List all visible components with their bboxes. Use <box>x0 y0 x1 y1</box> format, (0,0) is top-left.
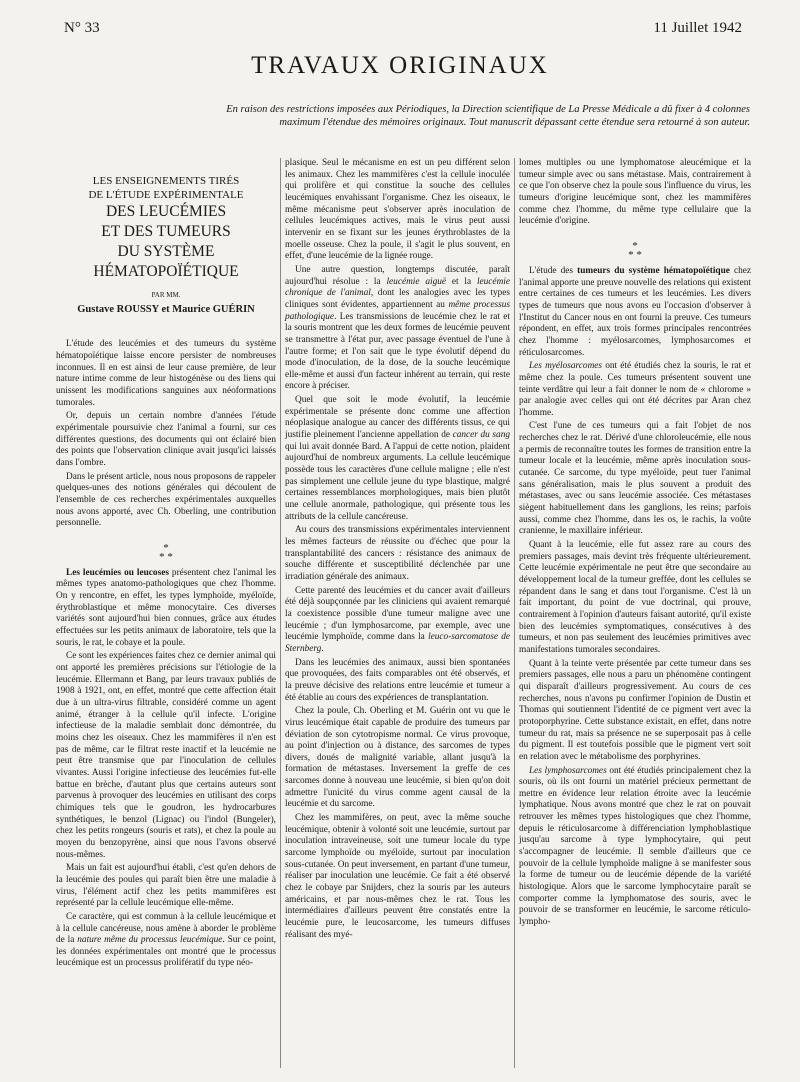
bold-lead: Les leucémies ou leucoses <box>66 567 169 578</box>
section-title: TRAVAUX ORIGINAUX <box>251 52 549 79</box>
column-3 <box>519 158 751 931</box>
column-1 <box>56 158 276 972</box>
paragraph-text: Cette parenté des leucémies et du cancer avait d'ailleurs été déjà soupçonnée par les cliniciens qui avaient remarqué la coexistence possible d'une tumeur maligne avec une leucémie ; d'un lymphosarcome, par exemple, avec une leucémie lymphoïde, comme dans la <box>285 585 510 643</box>
paragraph <box>285 265 510 393</box>
paragraph-text: . <box>321 643 324 654</box>
paragraph: Ce sont les expériences faites chez ce dernier animal qui ont apporté les premières précisions sur l'étiologie de la leucémie. Ellermann et Bang, par leurs travaux publiés de 1908 à 1921, ont, en effet, montré que cette affection était due à un ultra-virus filtrable, considéré comme un agent animé, étranger à la cellule qu'il infecte. L'origine infectieuse de la maladie semblait donc démontrée, du moins chez les oiseaux. Chez les mammifères il n'en est pas de même, car le filtrat reste inactif et la leucémie ne peut être transmise que par l'inoculation de cellules vivantes. Aussi l'origine infectieuse des leucémies fut-elle battue en brèche, d'autant plus que certains auteurs sont parvenus à provoquer des leucémies en utilisant des corps chimiques tels que le goudron, les hydrocarbures synthétiques, le benzol (Lignac) ou l'indol (Bungeler), chez les petits rongeurs (souris et rats), et chez la poule au moyen du benzopyrène, ainsi que nous l'avons observé nous-mêmes. <box>56 651 276 860</box>
italic-text: cancer du sang <box>452 430 510 441</box>
paragraph <box>519 361 751 419</box>
issue-number: N° 33 <box>64 20 100 36</box>
paragraph <box>519 266 751 359</box>
paragraph: lomes multiples ou une lymphomatose aleucémique et la tumeur simple avec ou sans métastase. Mais, contrairement à ce que l'on observe chez la poule sous l'influence du virus, les tumeurs d'origine leucémique sont, chez les mammifères comme chez l'homme, du même type cellulaire que la leucémie d'origine. <box>519 158 751 227</box>
paragraph-text: Quel que soit le mode évolutif, la leucémie expérimentale se présente donc comme une affection néoplasique analogue au cancer des différents tissus, ce qui justifie pleinement l'ancienne appellation de <box>285 395 510 441</box>
paragraph-text: Une autre question, longtemps discutée, paraît aujourd'hui résolue : la <box>285 264 510 287</box>
paragraph <box>519 766 751 929</box>
paragraph: Dans le présent article, nous nous proposons de rappeler quelques-unes des notions générales qui découlent de l'ensemble de ces recherches expérimentales auxquelles nous avons apporté, avec Ch. Oberling, une contribution personnelle. <box>56 471 276 529</box>
paragraph: Chez la poule, Ch. Oberling et M. Guérin ont vu que le virus leucémique était capable de produire des tumeurs par déviation de son cytotropisme normal. Ce virus provoque, au point d'injection ou à distance, des sarcomes de types divers, doués de malignité variable, allant jusqu'à la formation de métastases. Inversement la greffe de ces sarcomes donne à nouveau une leucémie, si bien qu'on doit admettre l'unicité du virus comme agent causal de la leucémie et du sarcome. <box>285 706 510 810</box>
italic-text: Les myélosarcomes <box>529 361 603 372</box>
paragraph: Quant à la leucémie, elle fut assez rare au cours des premiers passages, mais devint très fréquente ultérieurement. Cette leucémie expérimentale ne peut être que secondaire au développement local de la tumeur greffée, dont les cellules se répandent dans le sang et dans tout l'organisme. C'est là un fait important, du point de vue doctrinal, qui prouve, contrairement à l'opinion d'auteurs faisant autorité, qu'il existe bien des leucémies symptomatiques, consécutives à des tumeurs, et non pas seulement des leucémies primitives avec manifestations tumorales secondaires. <box>519 540 751 655</box>
paragraph: C'est l'une de ces tumeurs qui a fait l'objet de nos recherches chez le rat. Dérivé d'une chloroleucémie, elle nous a permis de reconnaître toutes les formes de transition entre la tumeur locale et la leucémie, même après inoculation sous-cutanée. Ce sarcome, du type myéloïde, peut tuer l'animal sans généralisation, mais le plus souvent a produit des métastases, avec ou sans leucémie associée. Ces métastases siègent habituellement dans les ganglions, les reins; parfois aussi, comme chez l'homme, dans les os, le rachis, la voûte cranienne, le maxillaire inférieur. <box>519 421 751 537</box>
paragraph: Quant à la teinte verte présentée par cette tumeur dans ses premiers passages, elle nous a paru un phénomène contingent qui disparaît d'ailleurs progressivement. Au cours de ces recherches, nous n'avons pu confirmer l'opinion de Dustin et Thomas qui soutiennent l'identité de ce pigment vert avec la protoporphyrine. Cette substance existait, en effet, dans notre tumeur du rat, mais sa présence ne se superposait pas à celle du pigment. Il est toutefois possible que le pigment vert soit en relation avec le métabolisme des porphyrines. <box>519 658 751 762</box>
italic-text: nature même du processus leucémique <box>77 935 223 946</box>
italic-text: leucémie chronique de l'animal <box>285 276 510 299</box>
heading-line-1: LES ENSEIGNEMENTS TIRÉS <box>92 175 240 187</box>
paragraph-text: , dont les analogies avec les types cliniques sont évidentes, appartiennent au <box>285 288 510 310</box>
star-top: * <box>163 541 169 554</box>
star-bottom: * * <box>159 550 173 563</box>
paragraph-text: et la <box>446 276 477 287</box>
column-rule-2 <box>514 158 515 1068</box>
byline-prefix: PAR MM. <box>151 291 181 299</box>
paragraph: Mais un fait est aujourd'hui établi, c'est qu'en dehors de la leucémie des poules qui paraît bien être une maladie à virus, l'élément actif chez les petits mammifères est représenté par la cellule leucémique elle-même. <box>56 863 276 909</box>
column-2 <box>285 158 510 943</box>
article-heading <box>56 174 276 315</box>
star-bottom: * * <box>628 248 642 261</box>
heading-line-6: HÉMATOPOÏÉTIQUE <box>93 263 239 280</box>
paragraph <box>56 912 276 970</box>
paragraph-text: L'étude des <box>529 265 578 276</box>
paragraph-text: présentent chez l'animal les mêmes types anatomo-pathologiques que chez l'homme. On y rencontre, en effet, les types lymphoïde, myéloïde, érythroblastique et même monocytaire. Ces diverses variétés sont aujourd'hui bien connues, grâce aux études effectuées sur les petits animaux de laboratoire, tels que la souris, le rat, le cobaye et la poule. <box>56 567 276 648</box>
section-separator <box>56 541 276 563</box>
italic-text: leuco-sarcomatose de Sternberg <box>285 632 510 654</box>
paragraph <box>285 395 510 523</box>
heading-line-5: DU SYSTÈME <box>117 243 215 260</box>
paragraph-text: qui lui avait donnée Bard. A l'appui de cette notion, plaident aujourd'hui de nombreux arguments. La cellule leucémique possède tous les caractères d'une cellule maligne ; elle n'est pas simplement une cellule jeune du type blastique, malgré certaines ressemblances morphologiques, mais bien plutôt une cellule anormale, pathologique, qui présente tous les attributs de la cellule cancéreuse. <box>285 441 510 522</box>
star-top: * <box>632 239 638 252</box>
paragraph-text: ont été étudiés chez la souris, le rat et même chez la poule. Ces tumeurs présentent souvent une teinte verdâtre qui leur a fait donner le nom de « chlorome » par analogie avec celles qui ont été décrites par Aran chez l'homme. <box>519 361 751 418</box>
paragraph <box>285 586 510 656</box>
heading-line-4: ET DES TUMEURS <box>101 223 231 240</box>
heading-line-2: DE L'ÉTUDE EXPÉRIMENTALE <box>88 189 244 201</box>
heading-line-3: DES LEUCÉMIES <box>105 203 227 220</box>
paragraph-text: . Sur ce point, les données expérimentales ont montré que le processus leucémique est un processus prolifératif du type néo- <box>56 935 276 969</box>
italic-text: leucémie aiguë <box>386 276 446 287</box>
issue-date: 11 Juillet 1942 <box>653 20 742 36</box>
paragraph-text: Ce caractère, qui est commun à la cellule leucémique et à la cellule cancéreuse, nous amène à aborder le problème de la <box>56 911 276 946</box>
paragraph: Chez les mammifères, on peut, avec la même souche leucémique, obtenir à volonté soit une leucémie, surtout par inoculation intraveineuse, soit une tumeur locale du type sarcome lymphoïde ou myéloïde, surtout par inoculation sous-cutanée. On peut inversement, en partant d'une tumeur, réaliser par inoculation une leucémie. Ce fait a été observé chez le cobaye par Snijders, chez la souris par les auteurs américains, et par nous-mêmes chez le rat. Tous les intermédiaires d'ailleurs peuvent être constatés entre la leucémie pure, le leucosarcome, les tumeurs diffuses réalisant des myé- <box>285 813 510 940</box>
bold-text: tumeurs du système hématopoïétique <box>577 265 730 276</box>
italic-text: Les lymphosarcomes <box>529 765 607 776</box>
paragraph: L'étude des leucémies et des tumeurs du système hématopoïétique laisse encore persister de nombreuses inconnues. Il en est ainsi de leur cause première, de leur nature intime comme de leur histogénèse ou des liens qui unissent les modifications sanguines aux néoformations tumorales. <box>56 339 276 408</box>
paragraph: Dans les leucémies des animaux, aussi bien spontanées que provoquées, des faits comparables ont été observés, et la preuve décisive des relations entre leucémie et tumeur a été établie au cours des expériences de transplantation. <box>285 657 510 703</box>
italic-text: même processus pathologique <box>285 299 510 322</box>
paragraph: Au cours des transmissions expérimentales interviennent les mêmes facteurs de réussite ou d'échec que pour la transplantabilité des cancers : résistance des animaux de souche différente et susceptibilité déclenchée par une irradiation générale des animaux. <box>285 525 510 582</box>
paragraph-text: . Les transmissions de leucémie chez le rat et la souris montrent que les deux formes de leucémie peuvent se transmettre à l'état pur, avec passage éventuel de l'une à l'autre forme; et l'on sait que le type évolutif dépend du mode d'inoculation, de la dose, de la souche leucémique elle-même et aussi d'un facteur inhérent au terrain, qui reste encore à préciser. <box>285 311 510 392</box>
paragraph-text: ont été étudiés principalement chez la souris, où ils ont fourni un matériel précieux permettant de mettre en évidence leur relation étroite avec la leucémie lymphatique. Nous avons montré que chez le rat on pouvait retrouver les mêmes types histologiques que chez l'homme, depuis le réticulosarcome à différenciation lymphoblastique jusqu'au sarcome à type lymphocytaire, qui peut s'accompagner de leucémie. Il semble d'ailleurs que ce pouvoir de la cellule lymphoïde maligne à se manifester sous la forme de tumeur ou de leucémie dépende de la variété histologique. Alors que le sarcome lymphocytaire paraît se comporter comme la lymphomatose des souris, avec le pouvoir de se transformer en leucémie, le sarcome réticulo-lympho- <box>519 765 751 928</box>
paragraph: plasique. Seul le mécanisme en est un peu différent selon les animaux. Chez les mammifères c'est la cellule inoculée qui prolifère et qui constitue la souche des cellules leucémiques envahissant l'organisme. Chez les oiseaux, le même mécanisme peut s'observer après inoculation de cellules leucémiques actives, mais le virus peut aussi intervenir en se fixant sur les jeunes érythroblastes de la moelle osseuse. Chez la poule, il s'agit le plus souvent, en effet, d'une leucémie de la lignée rouge. <box>285 158 510 262</box>
paragraph: Or, depuis un certain nombre d'années l'étude expérimentale poursuivie chez l'animal a fourni, sur ces différentes questions, des documents qui ont éclairé bien des points que l'observation clinique avait jusqu'ici laissés dans l'ombre. <box>56 411 276 468</box>
article-authors: Gustave ROUSSY et Maurice GUÉRIN <box>77 303 255 315</box>
paragraph-text: chez l'animal apporte une preuve nouvelle des relations qui existent entre certaines de ces tumeurs et les leucémies. Les divers types de tumeurs que nous avons eu l'occasion d'observer à l'Institut du Cancer nous en ont fourni la preuve. Ces tumeurs répondent, en effet, aux trois formes principales rencontrées chez l'homme : myélosarcomes, lymphosarcomes et réticulosarcomes. <box>519 265 752 358</box>
paragraph <box>56 568 276 650</box>
editorial-notice: En raison des restrictions imposées aux Périodiques, la Direction scientifique de La Presse Médicale a dû fixer à 4 colonnes maximum l'étendue des mémoires originaux. Tout manuscrit dépassant cette étendue sera retourné à son auteur. <box>226 104 750 128</box>
column-rule-1 <box>280 158 281 1068</box>
section-separator <box>519 239 751 261</box>
